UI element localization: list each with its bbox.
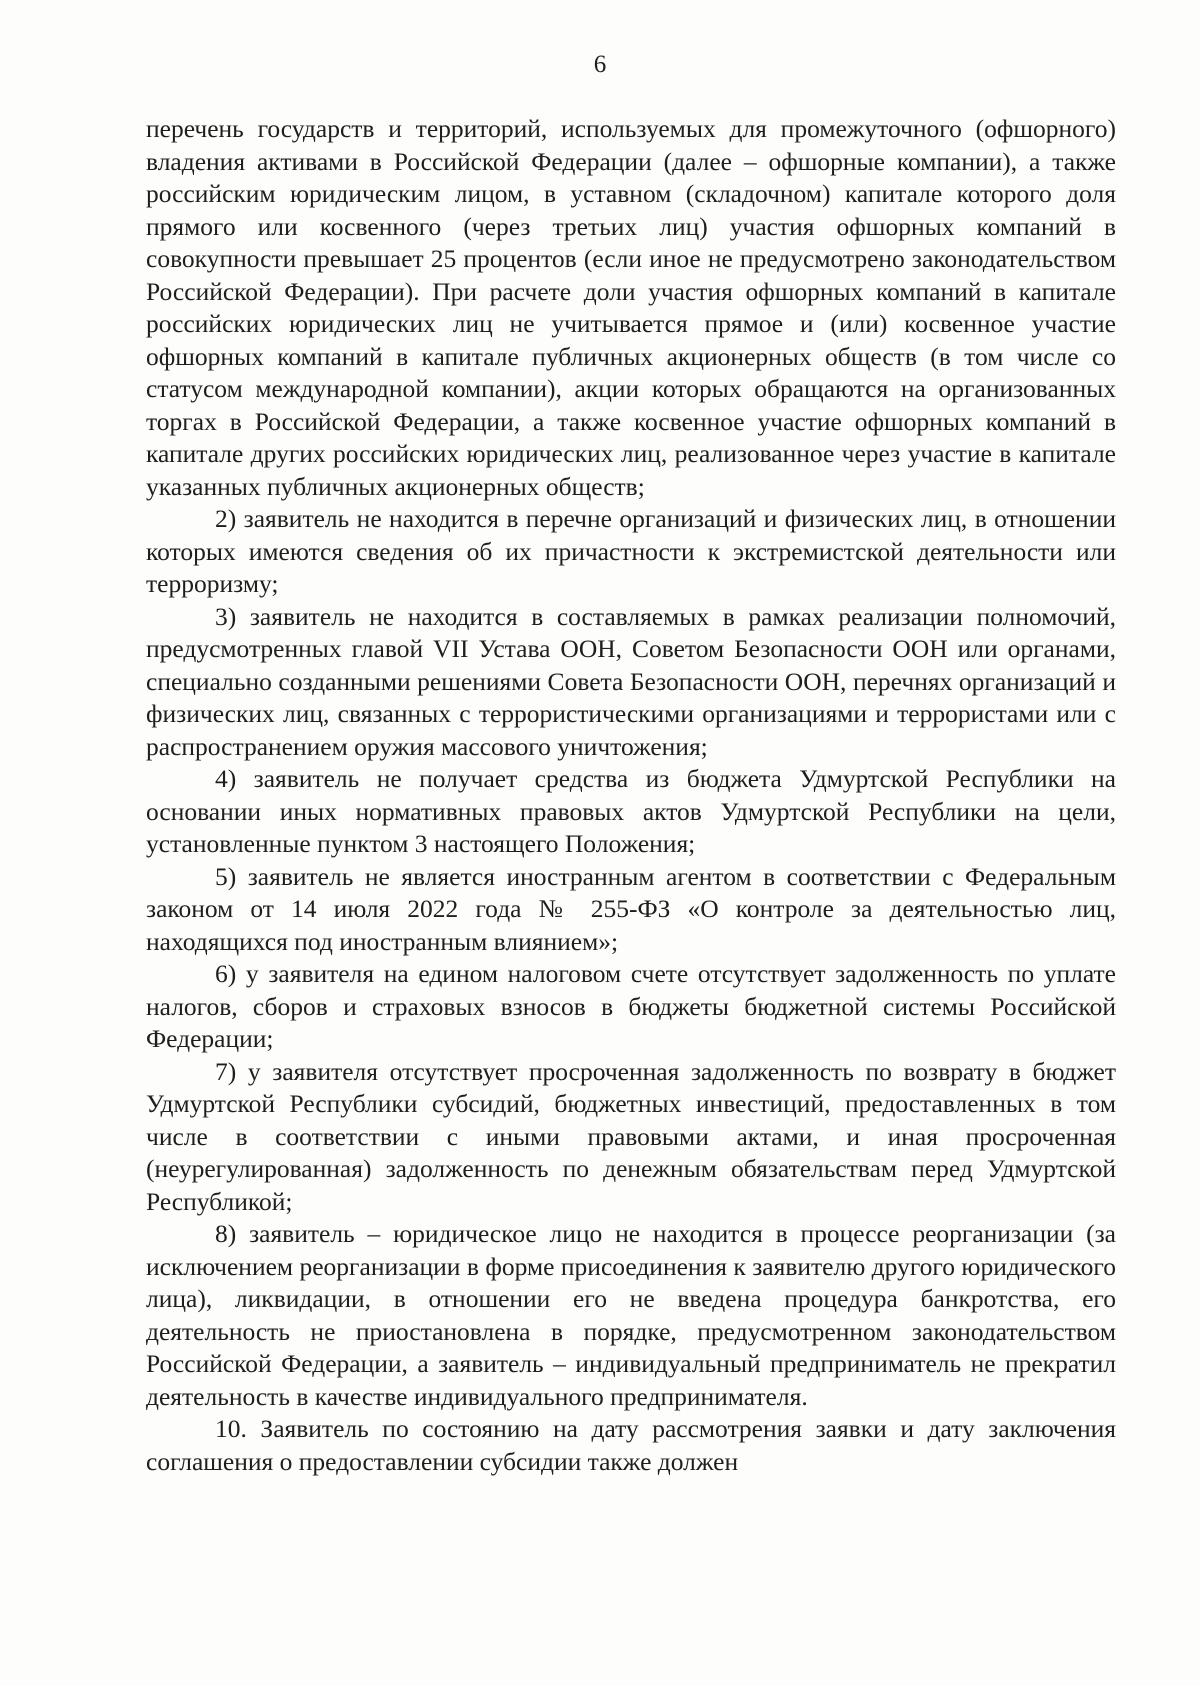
paragraph-item-6: 6) у заявителя на едином налоговом счете отсутствует задолженность по уплате налогов, сборов и страховых взносов в бюджеты бюджетной системы Российской Федерации; (146, 959, 1116, 1053)
paragraph-item-2: 2) заявитель не находится в перечне организаций и физических лиц, в отношении которых имеются сведения об их причастности к экстремистской деятельности или терроризму; (146, 504, 1116, 598)
paragraph-item-4: 4) заявитель не получает средства из бюджета Удмуртской Республики на основании иных нормативных правовых актов Удмуртской Республики на цели, установленные пунктом 3 настоящего Положения; (146, 764, 1116, 858)
page-number: 6 (593, 51, 607, 78)
paragraph-continuation: перечень государств и территорий, используемых для промежуточного (офшорного) владения активами в Российской Федерации (далее – офшорные компании), а также российским юридическим лицом, в уставном (складочном) капитале которого доля прямого или косвенного (через третьих лиц) участия офшорных компаний в совокупности превышает 25 процентов (если иное не предусмотрено законодательством Российской Федерации). При расчете доли участия офшорных компаний в капитале российских юридических лиц не учитывается прямое и (или) косвенное участие офшорных компаний в капитале публичных акционерных обществ (в том числе со статусом международной компании), акции которых обращаются на организованных торгах в Российской Федерации, а также косвенное участие офшорных компаний в капитале других российских юридических лиц, реализованное через участие в капитале указанных публичных акционерных обществ; (146, 114, 1116, 501)
paragraph-item-3: 3) заявитель не находится в составляемых в рамках реализации полномочий, предусмотренных главой VII Устава ООН, Советом Безопасности ООН или органами, специально созданными решениями Совета Безопасности ООН, перечнях организаций и физических лиц, связанных с террористическими организациями и террористами или с распространением оружия массового уничтожения; (146, 601, 1116, 761)
document-body (146, 113, 1116, 1478)
paragraph-item-7: 7) у заявителя отсутствует просроченная задолженность по возврату в бюджет Удмуртской Республики субсидий, бюджетных инвестиций, предоставленных в том числе в соответствии с иными правовыми актами, и иная просроченная (неурегулированная) задолженность по денежным обязательствам перед Удмуртской Республикой; (146, 1056, 1116, 1216)
paragraph-item-5: 5) заявитель не является иностранным агентом в соответствии с Федеральным законом от 14 июля 2022 года № 255-ФЗ «О контроле за деятельностью лиц, находящихся под иностранным влиянием»; (146, 861, 1116, 956)
paragraph-item-8: 8) заявитель – юридическое лицо не находится в процессе реорганизации (за исключением реорганизации в форме присоединения к заявителю другого юридического лица), ликвидации, в отношении его не введена процедура банкротства, его деятельность не приостановлена в порядке, предусмотренном законодательством Российской Федерации, а заявитель – индивидуальный предприниматель не прекратил деятельность в качестве индивидуального предпринимателя. (146, 1219, 1116, 1411)
paragraph-section-10: 10. Заявитель по состоянию на дату рассмотрения заявки и дату заключения соглашения о предоставлении субсидии также должен (146, 1414, 1116, 1476)
